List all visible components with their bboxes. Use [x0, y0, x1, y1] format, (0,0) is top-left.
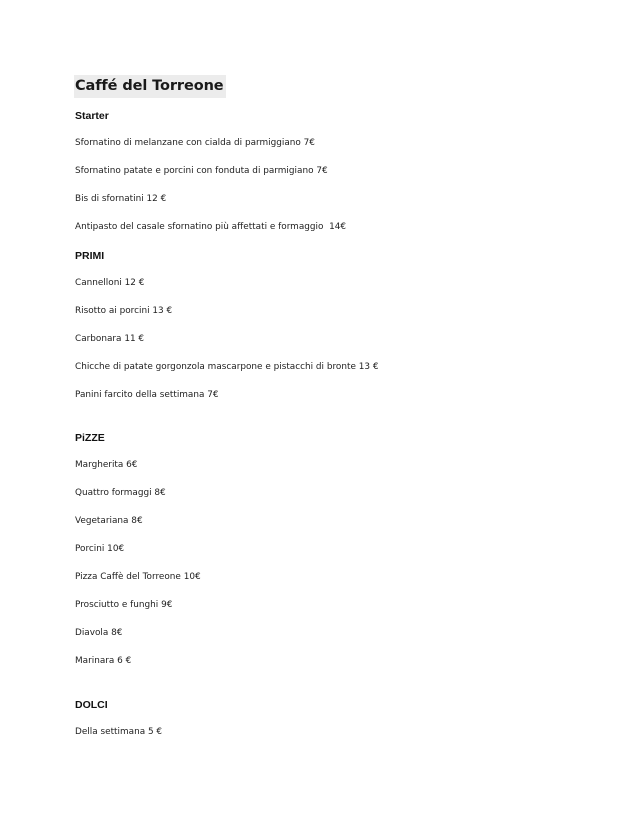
menu-item: Della settimana 5 € [75, 727, 163, 737]
menu-item: Panini farcito della settimana 7€ [75, 390, 219, 400]
menu-item: Bis di sfornatini 12 € [75, 194, 167, 204]
section-heading-pizze: PiZZE [75, 432, 105, 444]
section-heading-primi: PRIMI [75, 250, 105, 262]
menu-item: Marinara 6 € [75, 656, 132, 666]
menu-item: Diavola 8€ [75, 628, 123, 638]
menu-item: Cannelloni 12 € [75, 278, 145, 288]
menu-item: Pizza Caffè del Torreone 10€ [75, 572, 201, 582]
menu-item: Sfornatino di melanzane con cialda di parmiggiano 7€ [75, 138, 315, 148]
menu-item: Antipasto del casale sfornatino più affettati e formaggio 14€ [75, 222, 347, 232]
menu-item: Risotto ai porcini 13 € [75, 306, 173, 316]
menu-item: Prosciutto e funghi 9€ [75, 600, 173, 610]
menu-item: Porcini 10€ [75, 544, 125, 554]
document-title: Caffé del Torreone [74, 75, 226, 98]
menu-item: Carbonara 11 € [75, 334, 145, 344]
menu-item: Quattro formaggi 8€ [75, 488, 166, 498]
menu-item: Vegetariana 8€ [75, 516, 143, 526]
section-heading-starter: Starter [75, 110, 109, 122]
menu-item: Chicche di patate gorgonzola mascarpone e pistacchi di bronte 13 € [75, 362, 379, 372]
section-heading-dolci: DOLCI [75, 699, 108, 711]
menu-item: Margherita 6€ [75, 460, 138, 470]
menu-item: Sfornatino patate e porcini con fonduta di parmigiano 7€ [75, 166, 328, 176]
